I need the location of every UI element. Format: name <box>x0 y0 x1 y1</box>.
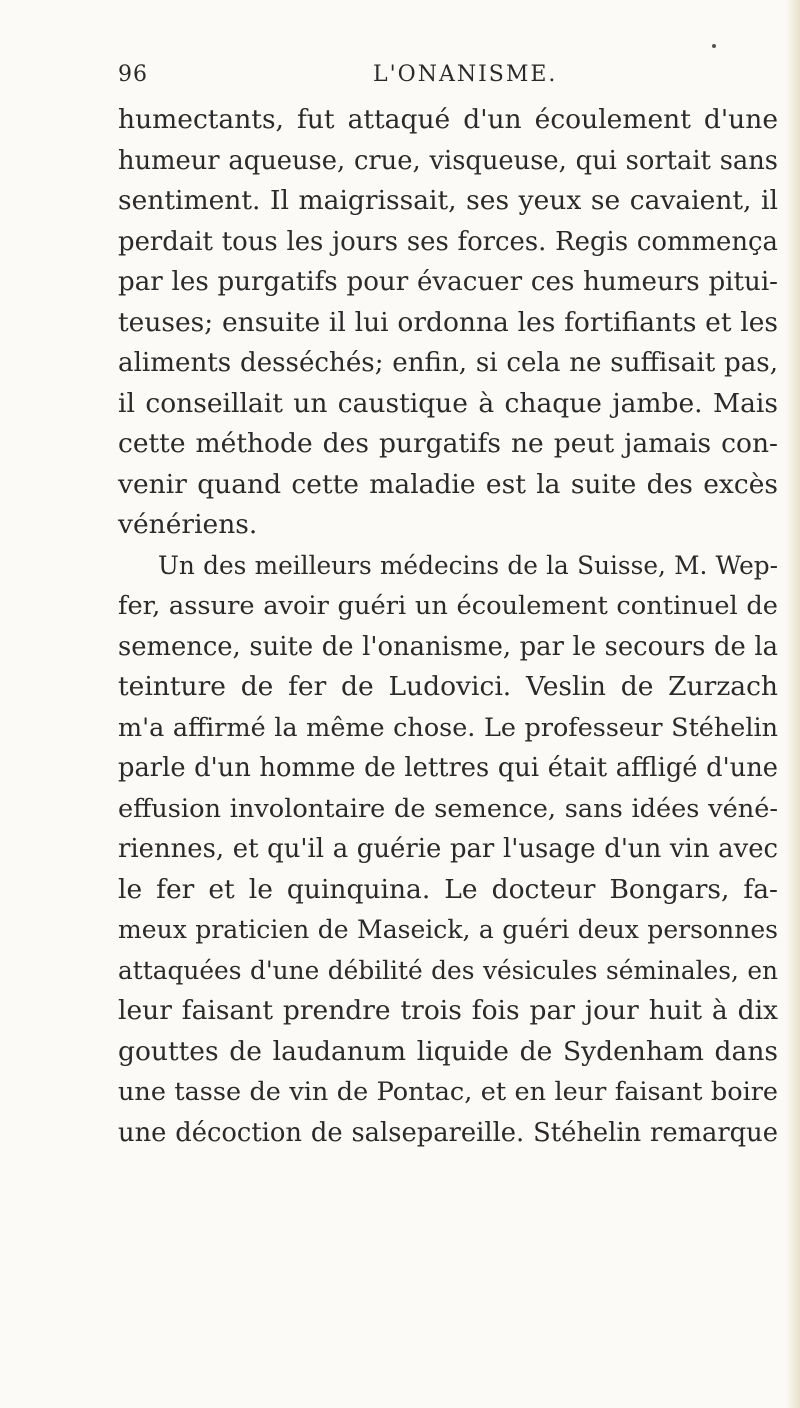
text-line: cette méthode des purgatifs ne peut jamais con- <box>118 428 778 459</box>
body-text <box>118 100 778 1153</box>
text-line: perdait tous les jours ses forces. Regis commença <box>118 226 778 257</box>
page-header <box>118 62 678 102</box>
text-line: parle d'un homme de lettres qui était affligé d'une <box>118 753 778 783</box>
running-title: L'ONANISME. <box>373 62 558 87</box>
text-line: venir quand cette maladie est la suite des excès <box>118 468 778 500</box>
text-line: m'a affirmé la même chose. Le professeur Stéhelin <box>118 712 778 743</box>
print-speck <box>712 44 716 48</box>
text-line: riennes, et qu'il a guérie par l'usage d'un vin avec <box>118 834 778 864</box>
text-line: humeur aqueuse, crue, visqueuse, qui sortait sans <box>118 145 778 176</box>
text-line: humectants, fut attaqué d'un écoulement d'une <box>118 104 778 135</box>
text-line: sentiment. Il maigrissait, ses yeux se cavaient, il <box>118 185 778 216</box>
text-line: par les purgatifs pour évacuer ces humeurs pitui- <box>118 267 778 297</box>
text-line: attaquées d'une débilité des vésicules séminales, en <box>118 955 778 985</box>
text-line: une décoction de salsepareille. Stéhelin remarque <box>118 1117 778 1148</box>
text-line: aliments desséchés; enfin, si cela ne suffisait pas, <box>118 348 778 378</box>
page-edge-shadow <box>786 0 800 1408</box>
text-line: le fer et le quinquina. Le docteur Bongars, fa- <box>118 873 778 905</box>
text-line: il conseillait un caustique à chaque jambe. Mais <box>118 387 778 419</box>
text-line: effusion involontaire de semence, sans idées véné- <box>118 793 778 824</box>
text-line: teuses; ensuite il lui ordonna les fortifiants et les <box>118 306 778 338</box>
text-line: vénériens. <box>118 509 258 540</box>
text-line: teinture de fer de Ludovici. Veslin de Zurzach <box>118 671 778 702</box>
page-number: 96 <box>118 62 148 87</box>
text-line: meux praticien de Maseick, a guéri deux personnes <box>118 915 778 944</box>
text-line: semence, suite de l'onanisme, par le secours de la <box>118 631 778 662</box>
text-line: une tasse de vin de Pontac, et en leur faisant boire <box>118 1077 778 1107</box>
text-line: fer, assure avoir guéri un écoulement continuel de <box>118 591 778 621</box>
text-line: Un des meilleurs médecins de la Suisse, M. Wep- <box>158 550 778 580</box>
text-line: gouttes de laudanum liquide de Sydenham dans <box>118 1035 778 1067</box>
text-line: leur faisant prendre trois fois par jour huit à dix <box>118 995 778 1026</box>
